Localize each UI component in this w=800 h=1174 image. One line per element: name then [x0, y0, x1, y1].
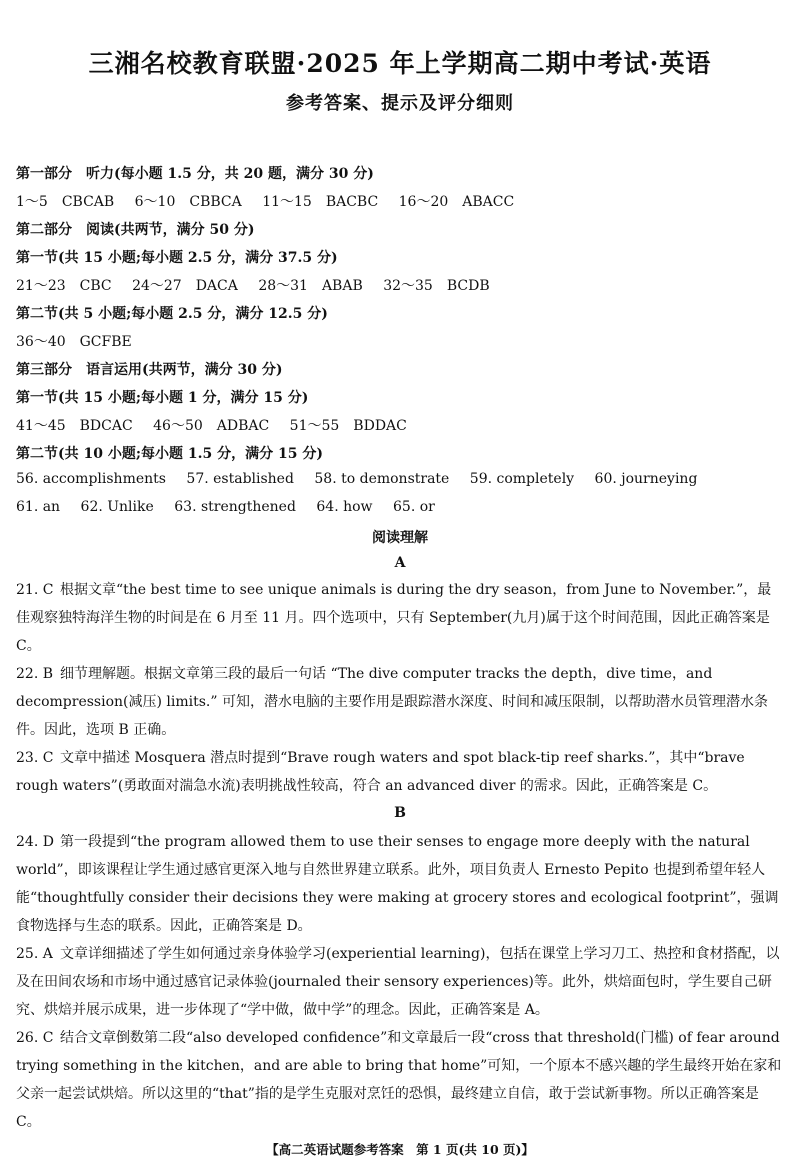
page-footer: 【高二英语试题参考答案 第 1 页(共 10 页)】	[266, 1142, 534, 1157]
fill-answer: 63. strengthened	[174, 499, 296, 515]
explanation-25	[16, 940, 784, 1024]
part2-section2-answers	[16, 331, 148, 351]
answer-group: 1～5 CBCAB	[16, 194, 115, 210]
fill-answer: 58. to demonstrate	[314, 471, 450, 487]
passage-label-b: B	[394, 805, 406, 821]
fill-answer: 64. how	[316, 499, 373, 515]
answer-group: 6～10 CBBCA	[134, 194, 242, 210]
passage-label-a: A	[394, 555, 406, 571]
explanation-26	[16, 1024, 784, 1136]
question-number: 24. D	[16, 834, 54, 850]
explanation-24	[16, 828, 784, 940]
question-number: 21. C	[16, 582, 54, 598]
part3-section2-row2	[16, 499, 451, 515]
question-number: 25. A	[16, 946, 53, 962]
part3-section1-heading: 第一节(共 15 小题;每小题 1 分，满分 15 分)	[16, 390, 309, 406]
part3-heading: 第三部分 语言运用(共两节，满分 30 分)	[16, 362, 283, 378]
fill-answer: 61. an	[16, 499, 61, 515]
part3-section2-heading: 第二节(共 10 小题;每小题 1.5 分，满分 15 分)	[16, 446, 323, 462]
page-subtitle: 参考答案、提示及评分细则	[286, 93, 514, 114]
answer-group: 32～35 BCDB	[383, 278, 490, 294]
fill-answer: 62. Unlike	[80, 499, 154, 515]
explanation-text: 细节理解题。根据文章第三段的最后一句话 “The dive computer tracks the depth，dive time，and decompression(减压) limits.” 可知，潜水电脑的主要作用是跟踪潜水深度、时间和减压限制，以帮助潜水员管理潜水条件。因此，选项 B 正确。	[16, 666, 768, 738]
question-number: 22. B	[16, 666, 54, 682]
fill-answer: 57. established	[186, 471, 294, 487]
page-title: 三湘名校教育联盟·2025 年上学期高二期中考试·英语	[88, 49, 712, 78]
part1-heading: 第一部分 听力(每小题 1.5 分，共 20 题，满分 30 分)	[16, 166, 374, 182]
fill-answer: 59. completely	[469, 471, 575, 487]
part1-answers	[16, 191, 530, 211]
question-number: 23. C	[16, 750, 54, 766]
answer-group: 28～31 ABAB	[258, 278, 363, 294]
part2-section1-answers	[16, 275, 506, 295]
answer-group: 11～15 BACBC	[262, 194, 379, 210]
answer-group: 41～45 BDCAC	[16, 418, 133, 434]
fill-answer: 56. accomplishments	[16, 471, 166, 487]
explanation-text: 结合文章倒数第二段“also developed confidence”和文章最后一段“cross that threshold(门槛) of fear around trying something in the kitchen，and are able to bring that home”可知，一个原本不感兴趣的学生最终开始在家和父亲一起尝试烘焙。所以这里的“that”指的是学生克服对烹饪的恐惧，最终建立自信，敢于尝试新事物。所以正确答案是 C。	[16, 1030, 782, 1130]
question-number: 26. C	[16, 1030, 54, 1046]
reading-heading: 阅读理解	[372, 530, 428, 546]
answer-group: 51～55 BDDAC	[289, 418, 407, 434]
answer-group: 24～27 DACA	[132, 278, 238, 294]
answer-group: 21～23 CBC	[16, 278, 112, 294]
fill-answer: 65. or	[393, 499, 435, 515]
explanation-text: 第一段提到“the program allowed them to use their senses to engage more deeply with the natural world”，即该课程让学生通过感官更深入地与自然世界建立联系。此外，项目负责人 Ernesto Pepito 也提到希望年轻人能“thoughtfully consider their decisions they were making at grocery stores and ecological footprint”，强调食物选择与生态的联系。因此，正确答案是 D。	[16, 834, 779, 934]
answer-group: 36～40 GCFBE	[16, 334, 132, 350]
explanation-text: 根据文章“the best time to see unique animals is during the dry season，from June to November.”，最佳观察独特海洋生物的时间是在 6 月至 11 月。四个选项中，只有 September(九月)属于这个时间范围，因此正确答案是 C。	[16, 582, 772, 654]
part3-section1-answers	[16, 415, 423, 435]
explanation-22	[16, 660, 784, 744]
part2-section1-heading: 第一节(共 15 小题;每小题 2.5 分，满分 37.5 分)	[16, 250, 338, 266]
answer-group: 46～50 ADBAC	[153, 418, 270, 434]
part2-heading: 第二部分 阅读(共两节，满分 50 分)	[16, 222, 255, 238]
explanation-23	[16, 744, 784, 800]
explanation-21	[16, 576, 784, 660]
part2-section2-heading: 第二节(共 5 小题;每小题 2.5 分，满分 12.5 分)	[16, 306, 328, 322]
part3-section2-row1	[16, 471, 713, 487]
fill-answer: 60. journeying	[594, 471, 698, 487]
explanation-text: 文章中描述 Mosquera 潜点时提到“Brave rough waters and spot black-tip reef sharks.”，其中“brave rough waters”(勇敢面对湍急水流)表明挑战性较高，符合 an advanced diver 的需求。因此，正确答案是 C。	[16, 750, 745, 794]
answer-group: 16～20 ABACC	[398, 194, 515, 210]
explanation-text: 文章详细描述了学生如何通过亲身体验学习(experiential learning)，包括在课堂上学习刀工、热控和食材搭配，以及在田间农场和市场中通过感官记录体验(journaled their sensory experiences)等。此外，烘焙面包时，学生要自己研究、烘焙并展示成果，进一步体现了“学中做，做中学”的理念。因此，正确答案是 A。	[16, 946, 780, 1018]
